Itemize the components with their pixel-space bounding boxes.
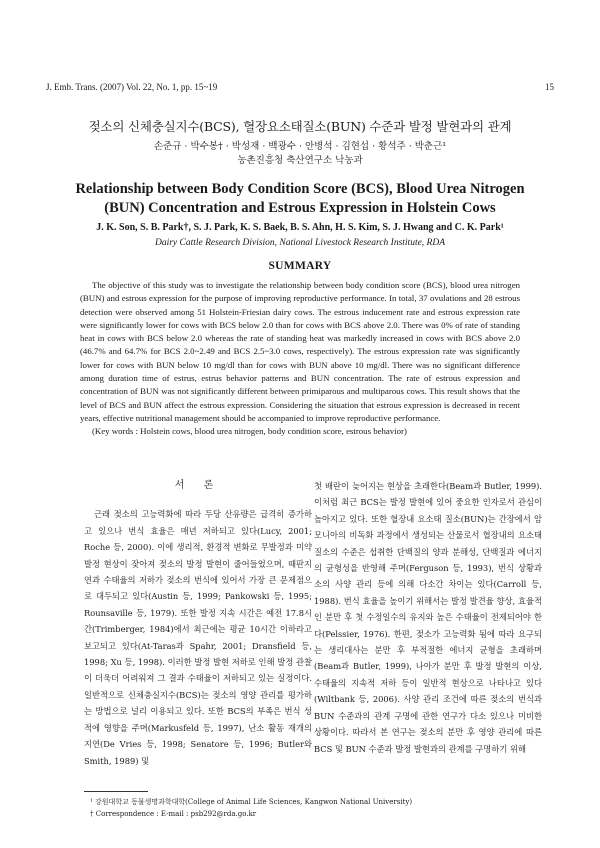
- footnote-affiliation: ¹ 강원대학교 동물생명과학대학(College of Animal Life Sciences, Kangwon National University): [90, 798, 413, 806]
- footnote-divider: [84, 791, 148, 792]
- page-number: 15: [545, 82, 554, 92]
- keywords: (Key words : Holstein cows, blood urea nitrogen, body condition score, estrous behavior): [92, 426, 407, 437]
- korean-title: 젖소의 신체충실지수(BCS), 혈장요소태질소(BUN) 수준과 발정 발현과의 관계: [88, 119, 512, 134]
- footnotes: [90, 796, 530, 820]
- english-affiliation: Dairy Cattle Research Division, National Livestock Research Institute, RDA: [154, 238, 446, 248]
- intro-paragraph-right: 첫 배란이 늦어지는 현상을 초래한다(Beam과 Butler, 1999). 이처럼 최근 BCS는 발정 발현에 있어 중요한 인자로서 관심이 높아지고 있다. 또한 혈장내 요소태 질소(BUN)는 간장에서 암모니아의 비독화 과정에서 생성되는 산물로서 혈장내의 요소태 질소의 수준은 섭취한 단백질의 양과 분해성, 단백질과 에너지의 균형성을 반영해 주며(Ferguson 등, 1993), 번식 상황과 소의 사양 관리 등에 의해 다소간 차이는 있다(Carroll 등, 1988). 번식 효율을 높이기 위해서는 발정 발견율 향상, 효율적인 분만 후 첫 수정일수의 유지와 높은 수태율이 전제되어야 한다(Pelssier, 1976). 한편, 젖소가 고능력화 됨에 따라 요구되는 생리대사는 분만 후 부적절한 에너지 균형을 초래하며(Beam과 Butler, 1999), 나아가 분만 후 발정 발현의 이상, 수태율의 지속적 저하 등이 일반적 현상으로 나타나고 있다(Wiltbank 등, 2006). 사양 관리 조건에 따른 젖소의 번식과 BUN 수준과의 관계 구명에 관한 연구가 다소 있으나 미비한 상황이다. 따라서 본 연구는 젖소의 분만 후 영양 관리에 따른 BCS 및 BUN 수준과 발정 발현과의 관계를 구명하기 위해: [314, 481, 542, 754]
- right-column: [314, 478, 542, 757]
- journal-citation: J. Emb. Trans. (2007) Vol. 22, No. 1, pp. 15~19: [46, 82, 218, 92]
- summary-abstract: [80, 279, 520, 439]
- footnote-correspondence: † Correspondence : E-mail : psb292@rda.go.kr: [90, 810, 257, 818]
- summary-heading: SUMMARY: [268, 260, 332, 272]
- section-title-introduction: 서 론: [174, 480, 222, 491]
- english-authors: J. K. Son, S. B. Park†, S. J. Park, K. S. Baek, B. S. Ahn, H. S. Kim, S. J. Hwang and C. K. Park¹: [96, 222, 504, 233]
- left-column: [84, 478, 312, 769]
- summary-text: The objective of this study was to investigate the relationship between body condition score (BCS), blood urea nitrogen (BUN) and estrous expression for the purpose of improving reproductive performance. In total, 37 ovulations and 28 estrous detection were observed among 51 Holstein-Friesian dairy cows. The estrous inducement rate and estrous expression rate were significantly lower for cows with BCS below 2.0 than for cows with BCS above 2.0. There was 0% of rate of standing heat in cows with BCS below 2.0 whereas the rate of standing heat was markedly increased in cows with BCS above 2.0 (46.7% and 64.7% for BCS 2.0~2.49 and BCS 2.5~3.0 cows, respectively). The estrous expression rate was significantly lower for cows with BUN below 10 mg/dl than for cows with BUN above 10 mg/dl. There was no significant difference among duration time of estrus, estrus behavior patterns and BUN concentration. The rate of estrous expression and concentration of BUN was not significantly different between primiparous and multiparous cows. This result shows that the level of BCS and BUN affect the estrous expression. Considering the situation that estrous expression is decreased in recent years, effective nutritional management should be accompanied to improve reproductive performance.: [80, 280, 520, 423]
- korean-affiliation: 농촌진흥청 축산연구소 낙농과: [237, 155, 363, 166]
- running-head: [46, 82, 554, 92]
- intro-paragraph-left: 근래 젖소의 고능력화에 따라 두당 산유량은 급격히 증가하고 있으나 번식 효율은 매년 저하되고 있다(Lucy, 2001; Roche 등, 2000). 이에 생리적, 환경적 변화로 무발정과 미약발정 현상이 잦아져 젖소의 발정 발현이 줄어들었으며, 때판지연과 수태율의 저하가 젖소의 번식에 있어서 가장 큰 문제점으로 대두되고 있다(Austin 등, 1999; Pankowski 등, 1995; Rounsaville 등, 1979). 또한 발정 지속 시간은 예전 17.8시간(Trimberger, 1984)에서 최근에는 평균 10시간 이하라고 보고되고 있다(At-Taras과 Spahr, 2001; Dransfield 등, 1998; Xu 등, 1998). 이러한 발정 발현 저하로 인해 발정 관찰이 더욱더 어려워져 그 결과 수태율이 저하되고 있는 실정이다. 일반적으로 신체충실지수(BCS)는 젖소의 영양 관리를 평가하는 방법으로 널리 이용되고 있다. 또한 BCS의 부족은 번식 성적에 영향을 주며(Markusfeld 등, 1997), 난소 활동 재개의 지연(De Vries 등, 1998; Senatore 등, 1996; Butler와 Smith, 1989) 및: [84, 509, 312, 766]
- english-title: Relationship between Body Condition Score (BCS), Blood Urea Nitrogen (BUN) Concentration and Estrous Expression in Holstein Cows: [75, 181, 525, 216]
- korean-authors: 손준규 · 박수봉† · 박성재 · 백광수 · 안병석 · 김현섭 · 황석주 · 박춘근¹: [153, 141, 447, 152]
